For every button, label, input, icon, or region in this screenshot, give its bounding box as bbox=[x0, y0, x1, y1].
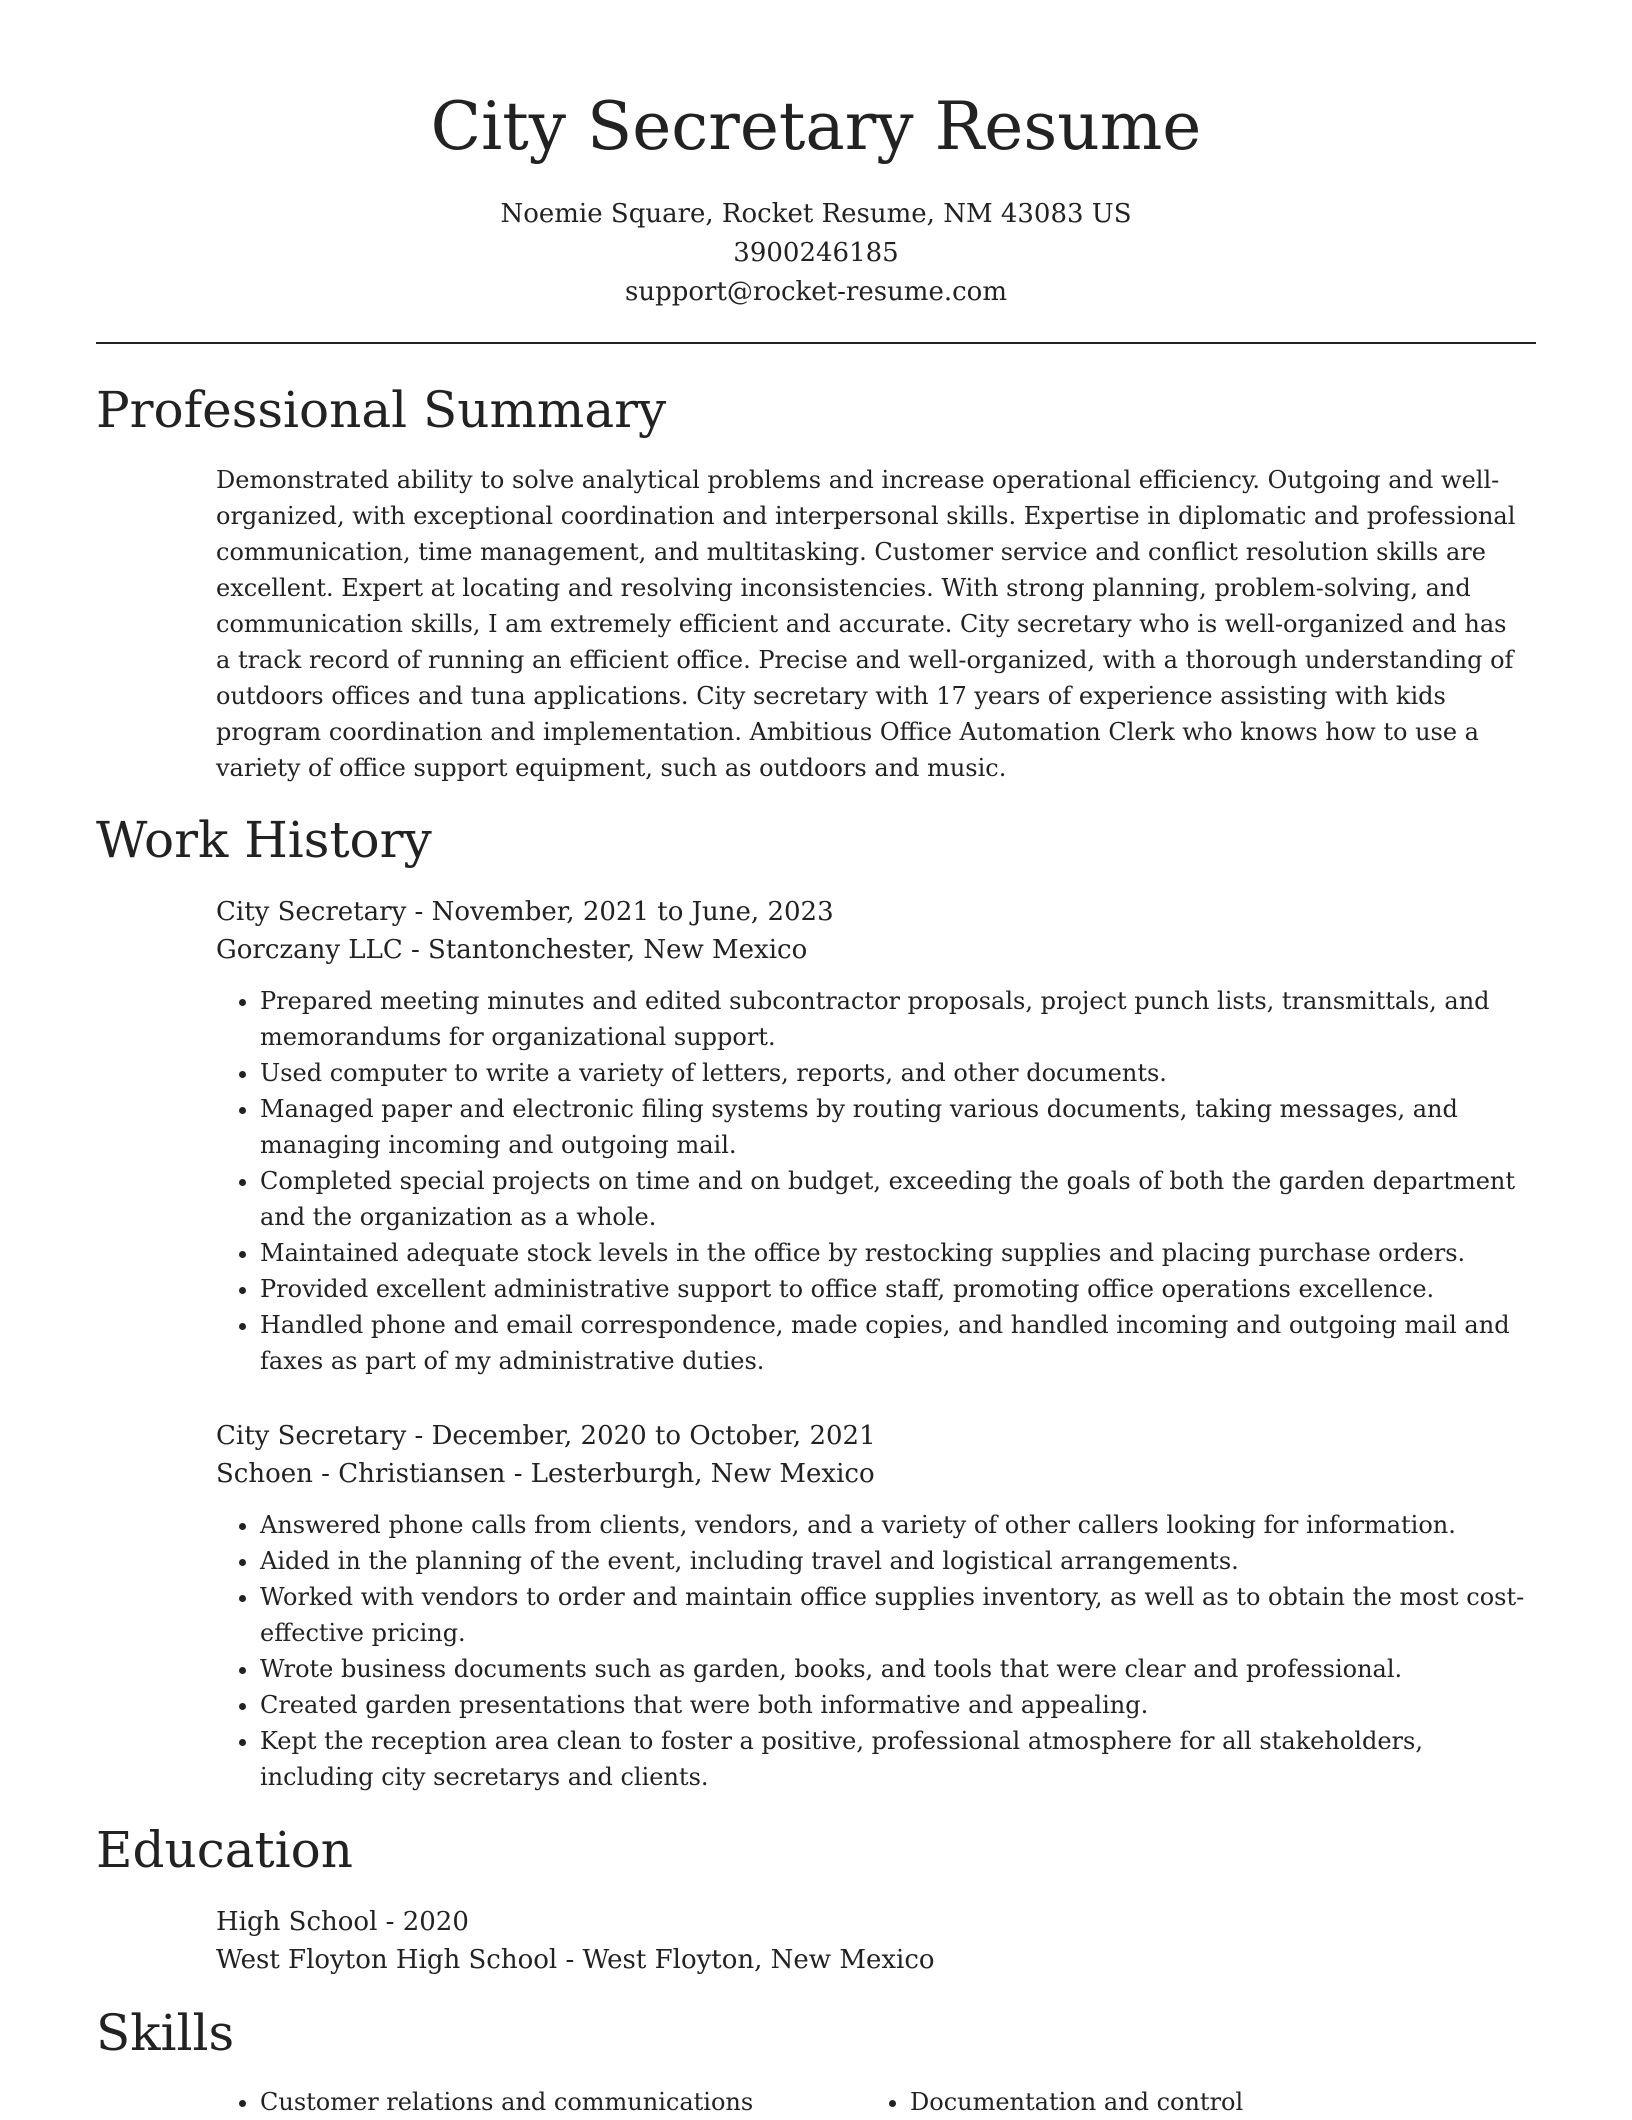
skills-list-left bbox=[216, 2084, 866, 2120]
phone: 3900246185 bbox=[733, 238, 899, 268]
job-bullet-list bbox=[216, 1507, 1526, 1795]
job-bullet: • Maintained adequate stock levels in the office by restocking supplies and placing purchase orders. bbox=[260, 1235, 1526, 1271]
job-bullet: • Created garden presentations that were both informative and appealing. bbox=[260, 1687, 1526, 1723]
resume-header bbox=[0, 0, 1632, 312]
job-company-line: Schoen - Christiansen - Lesterburgh, New Mexico bbox=[216, 1459, 875, 1489]
job-bullet-list bbox=[216, 983, 1526, 1379]
summary-block bbox=[216, 462, 1526, 786]
section-title-skills: Skills bbox=[96, 2004, 235, 2062]
job-bullet: • Wrote business documents such as garden, books, and tools that were clear and professional. bbox=[260, 1651, 1526, 1687]
job-bullet: • Managed paper and electronic filing systems by routing various documents, taking messages, and managing incoming and outgoing mail. bbox=[260, 1091, 1526, 1163]
school-line: West Floyton High School - West Floyton, New Mexico bbox=[216, 1945, 935, 1975]
skills-columns bbox=[216, 2084, 1526, 2120]
job-bullet: • Kept the reception area clean to foster a positive, professional atmosphere for all stakeholders, including city secretarys and clients. bbox=[260, 1723, 1526, 1795]
job-bullet: • Aided in the planning of the event, including travel and logistical arrangements. bbox=[260, 1543, 1526, 1579]
header-divider bbox=[96, 342, 1536, 344]
contact-block bbox=[0, 195, 1632, 312]
degree-line: High School - 2020 bbox=[216, 1907, 469, 1937]
job-title-line: City Secretary - November, 2021 to June, 2023 bbox=[216, 897, 834, 927]
skill-item: • Customer relations and communications bbox=[260, 2084, 866, 2120]
section-title-education: Education bbox=[96, 1821, 353, 1879]
address: Noemie Square, Rocket Resume, NM 43083 US bbox=[500, 199, 1132, 229]
job-company-line: Gorczany LLC - Stantonchester, New Mexico bbox=[216, 935, 808, 965]
job-bullet: • Completed special projects on time and on budget, exceeding the goals of both the garden department and the organization as a whole. bbox=[260, 1163, 1526, 1235]
education-entry bbox=[216, 1903, 1526, 1979]
section-title-summary: Professional Summary bbox=[96, 381, 667, 439]
job-title-line: City Secretary - December, 2020 to October, 2021 bbox=[216, 1421, 876, 1451]
job-bullet: • Answered phone calls from clients, vendors, and a variety of other callers looking for information. bbox=[260, 1507, 1526, 1543]
job-bullet: • Worked with vendors to order and maintain office supplies inventory, as well as to obtain the most cost-effective pricing. bbox=[260, 1579, 1526, 1651]
job-bullet: • Prepared meeting minutes and edited subcontractor proposals, project punch lists, transmittals, and memorandums for organizational support. bbox=[260, 983, 1526, 1055]
summary-text: Demonstrated ability to solve analytical problems and increase operational efficiency. Outgoing and well-organized, with exceptional coordination and interpersonal skills. Expertise in diplomatic and professional communication, time management, and multitasking. Customer service and conflict resolution skills are excellent. Expert at locating and resolving inconsistencies. With strong planning, problem-solving, and communication skills, I am extremely efficient and accurate. City secretary who is well-organized and has a track record of running an efficient office. Precise and well-organized, with a thorough understanding of outdoors offices and tuna applications. City secretary with 17 years of experience assisting with kids program coordination and implementation. Ambitious Office Automation Clerk who knows how to use a variety of office support equipment, such as outdoors and music. bbox=[216, 466, 1516, 782]
job-entry bbox=[216, 893, 1526, 1379]
resume-title: City Secretary Resume bbox=[430, 88, 1202, 165]
job-entry bbox=[216, 1417, 1526, 1795]
skills-list-right bbox=[866, 2084, 1516, 2120]
job-bullet: • Provided excellent administrative support to office staff, promoting office operations excellence. bbox=[260, 1271, 1526, 1307]
skill-item: • Documentation and control bbox=[910, 2084, 1516, 2120]
email: support@rocket-resume.com bbox=[624, 277, 1007, 307]
section-title-work: Work History bbox=[96, 811, 432, 869]
job-bullet: • Handled phone and email correspondence, made copies, and handled incoming and outgoing mail and faxes as part of my administrative duties. bbox=[260, 1307, 1526, 1379]
job-bullet: • Used computer to write a variety of letters, reports, and other documents. bbox=[260, 1055, 1526, 1091]
